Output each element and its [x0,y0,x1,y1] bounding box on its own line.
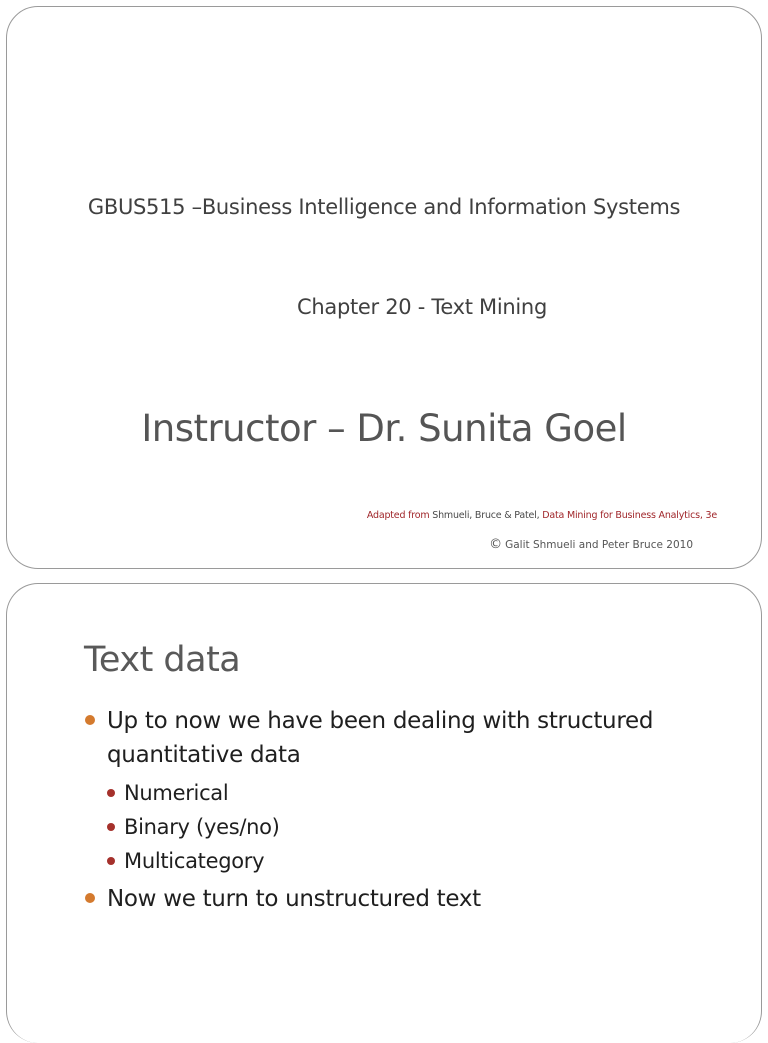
bullet-dot-icon [85,893,95,903]
bullet-list [85,704,725,916]
slide-heading: Text data [84,640,241,680]
sub-bullet-text: Multicategory [124,849,265,873]
citation-authors: Shmueli, Bruce & Patel, [432,510,543,521]
sub-bullet-item [107,810,725,844]
citation-book: Data Mining for Business Analytics, 3e [542,510,717,521]
instructor-name: Instructor – Dr. Sunita Goel [141,407,627,450]
bullet-item [85,882,725,916]
sub-bullet-dot-icon [107,823,115,831]
copyright-text: Galit Shmueli and Peter Bruce 2010 [505,539,693,551]
sub-bullet-dot-icon [107,789,115,797]
sub-bullet-list [107,776,725,878]
sub-bullet-text: Numerical [124,781,229,805]
sub-bullet-item [107,844,725,878]
sub-bullet-item [107,776,725,810]
bullet-text: Now we turn to unstructured text [107,886,481,912]
copyright-notice [489,537,693,552]
bullet-text: Up to now we have been dealing with structured quantitative data [107,708,654,768]
chapter-title: Chapter 20 - Text Mining [297,295,547,319]
bullet-item [85,704,725,772]
title-slide [6,6,762,569]
course-title: GBUS515 –Business Intelligence and Information Systems [87,195,681,219]
source-citation [367,510,717,521]
copyright-icon: © [489,537,503,552]
bullet-dot-icon [85,715,95,725]
sub-bullet-text: Binary (yes/no) [124,815,280,839]
content-slide [6,583,762,1043]
citation-prefix: Adapted from [366,510,433,521]
sub-bullet-dot-icon [107,857,115,865]
